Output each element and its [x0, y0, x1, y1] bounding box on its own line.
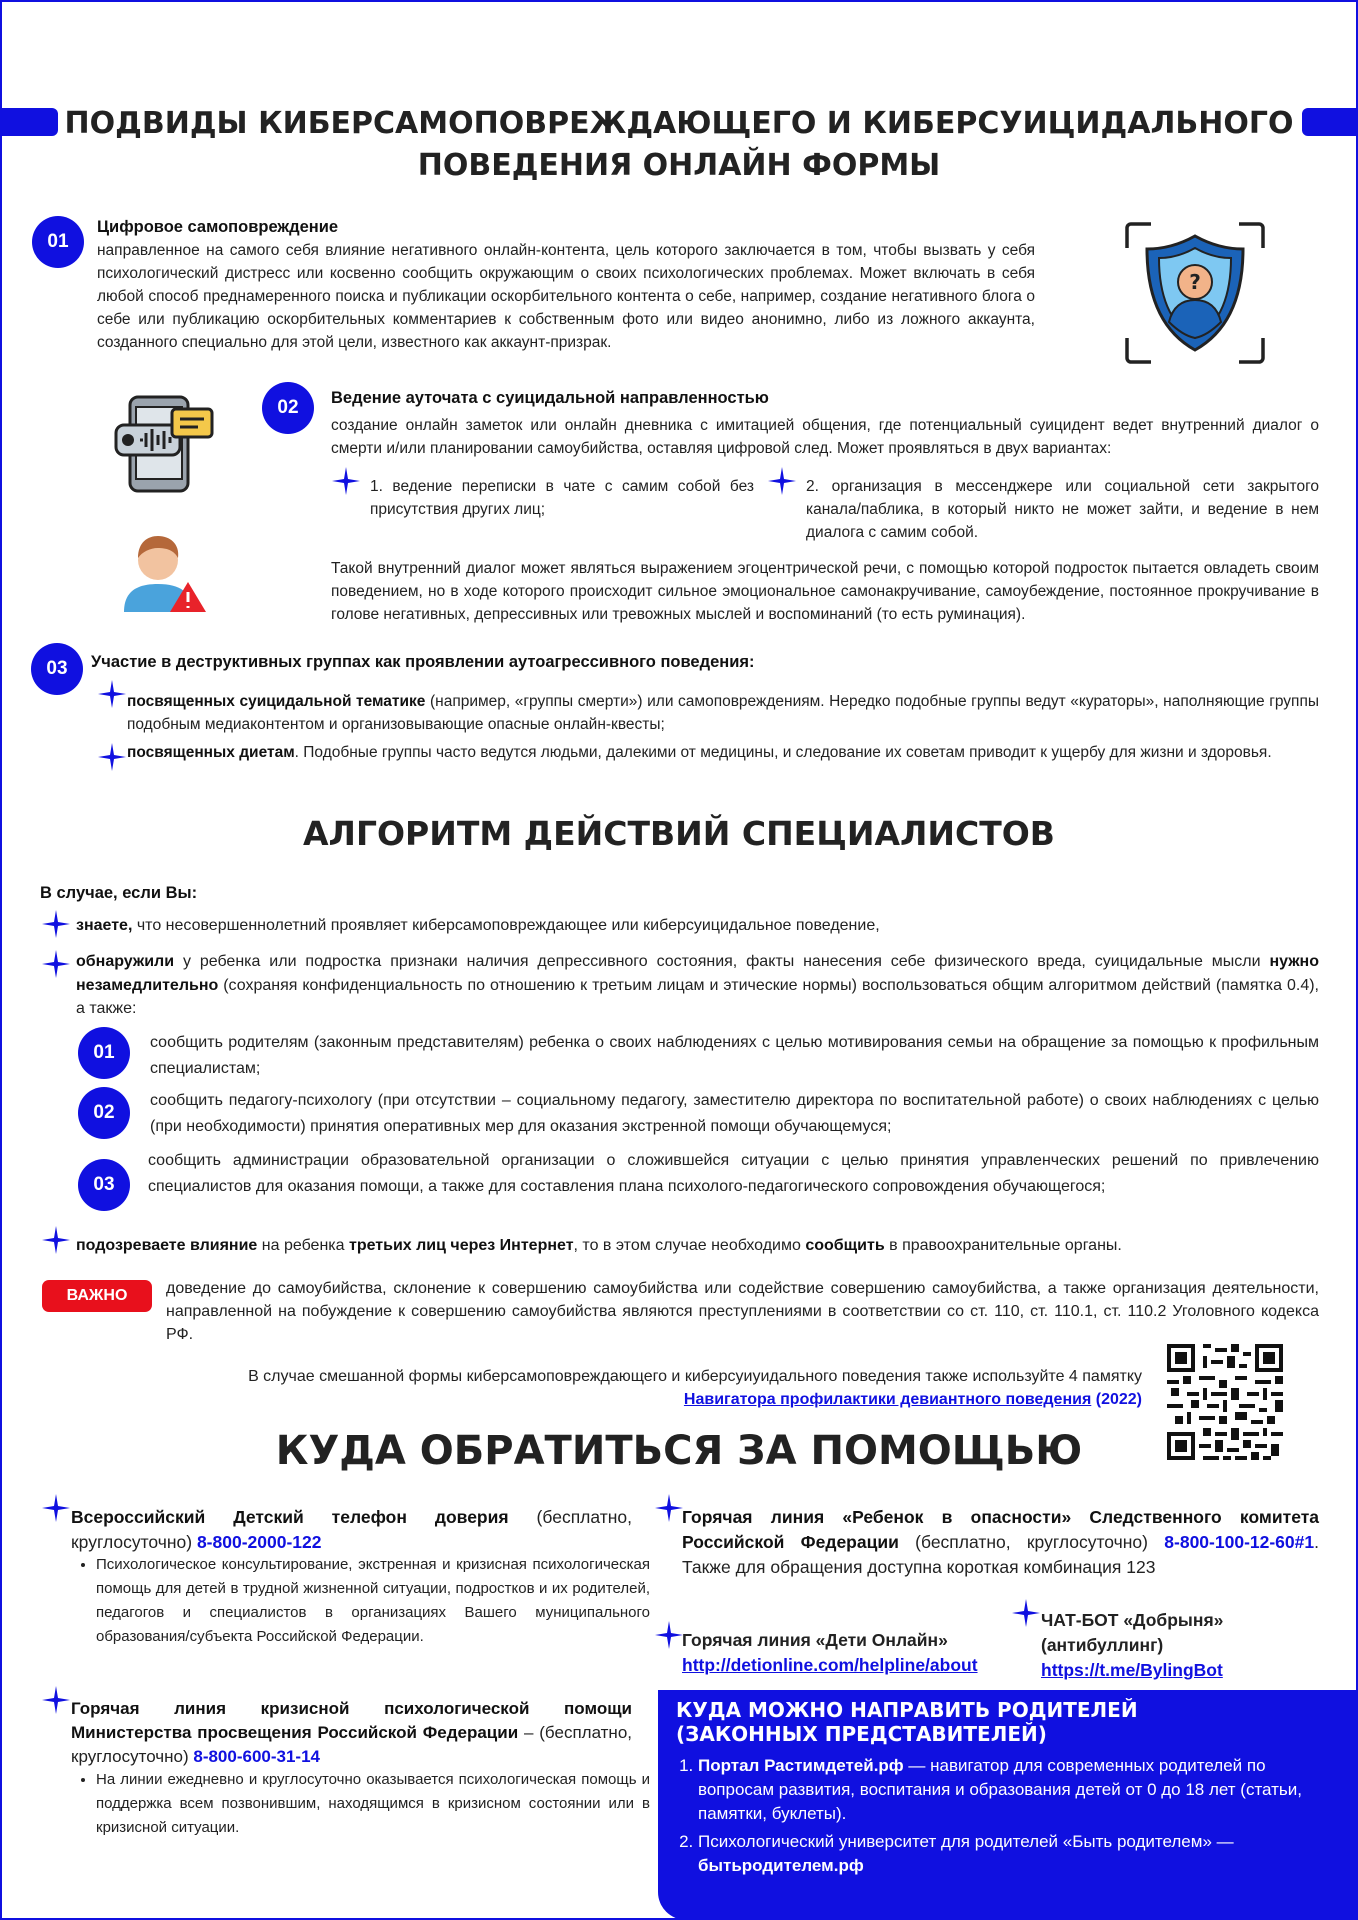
sparkle-star-icon	[768, 467, 796, 495]
header-tab-right	[1302, 108, 1358, 136]
help-item-2-note	[78, 1768, 650, 1840]
item-1-text: (например, «группы смерти») или самоповреждениям. Нередко подобные группы ведут «кураторы», наполняющие группы подобным медиаконтентом и организовывающие опасные онлайн-квесты;	[127, 693, 1319, 733]
help-item-4	[682, 1628, 1022, 1678]
shield-user-icon	[1125, 222, 1265, 364]
sparkle-star-icon	[42, 1226, 70, 1254]
sparkle-star-icon	[42, 950, 70, 978]
section-1-heading: Цифровое самоповреждение	[97, 218, 339, 236]
h1-bold: Всероссийский Детский телефон доверия	[71, 1507, 509, 1527]
step-1-text: сообщить родителям (законным представителям) ребенка о своих наблюдениях с целью мотивирования семьи на обращение за помощью к профильным специалистам;	[150, 1034, 1319, 1077]
sparkle-star-icon	[42, 1494, 70, 1522]
mixed-form-note	[100, 1365, 1142, 1411]
sparkle-star-icon	[655, 1494, 683, 1522]
important-badge: ВАЖНО	[42, 1280, 152, 1312]
algo-bullet-1	[76, 914, 1319, 937]
b3-bold-1: подозреваете влияние	[76, 1237, 258, 1254]
detionline-link[interactable]: http://detionline.com/helpline/about	[682, 1655, 978, 1675]
section-3-heading: Участие в деструктивных группах как проявлении аутоагрессивного поведения:	[91, 653, 755, 671]
help-item-3	[682, 1505, 1319, 1580]
section-2-heading: Ведение ауточата с суицидальной направленностью	[331, 389, 769, 407]
h3-text: (бесплатно, круглосуточно)	[898, 1532, 1165, 1552]
step-2-text: сообщить педагогу-психологу (при отсутствии – социальному педагогу, заместителю директора по воспитательной работе) о своих наблюдениях с целью (при необходимости) принятия оперативных мер для оказания экстренной помощи обучающемуся;	[150, 1092, 1319, 1135]
parents-list	[658, 1754, 1330, 1878]
h3-text-2: . Также для обращения доступна короткая комбинация 123	[682, 1532, 1319, 1577]
h1-text: (бесплатно, круглосуточно)	[71, 1507, 633, 1552]
h2-bold: Горячая линия кризисной психологической помощи Министерства просвещения Российской Федерации	[71, 1699, 632, 1742]
title-line-1: ПОДВИДЫ КИБЕРСАМОПОВРЕЖДАЮЩЕГО И КИБЕРСУИЦИДАЛЬНОГО	[64, 106, 1294, 141]
h1-note: • Психологическое консультирование, экстренная и кризисная психологическая помощь для детей в трудной жизненной ситуации, подростков и их родителей, педагогов и специалистов в организациях Вашего муниципального образования/субъекта Российской Федерации.	[96, 1553, 650, 1649]
navigator-year: (2022)	[1091, 1391, 1142, 1408]
parents-box	[658, 1690, 1358, 1920]
sparkle-star-icon	[332, 467, 360, 495]
parents-title	[658, 1690, 1358, 1746]
help-item-1	[71, 1505, 632, 1555]
parents-item-2	[698, 1830, 1330, 1878]
title-line-2: ПОВЕДЕНИЯ ОНЛАЙН ФОРМЫ	[417, 148, 941, 183]
item-1-bold: посвященных суицидальной тематике	[127, 693, 426, 710]
b3-bold-2: третьих лиц через Интернет	[348, 1237, 574, 1254]
rastimdetey-link[interactable]: Портал Растимдетей.рф	[698, 1756, 904, 1775]
page-title	[60, 103, 1298, 187]
b3-text-2: , то в этом случае необходимо	[573, 1237, 806, 1254]
step-3-text: сообщить администрации образовательной организации о сложившейся ситуации с целью принятия управленческих решений по привлечению специалистов для оказания помощи, а также для составления плана психолого-педагогического сопровождения обучающегося;	[148, 1152, 1319, 1195]
b3-text-1: на ребенка	[257, 1237, 349, 1254]
section-2-text: создание онлайн заметок или онлайн дневника с имитацией общения, где потенциальный суицидент ведет внутренний диалог о смерти и/или планировании самоубийства, оставляя цифровой след. Может проявляться в двух вариантах:	[331, 417, 1319, 457]
phone-chat-icon	[110, 393, 216, 495]
step-number-03: 03	[78, 1159, 130, 1211]
section-3-item-1	[127, 690, 1319, 736]
help-title: КУДА ОБРАТИТЬСЯ ЗА ПОМОЩЬЮ	[275, 1428, 1083, 1474]
algo-intro: В случае, если Вы:	[40, 884, 198, 902]
item-2-bold: посвященных диетам	[127, 744, 295, 761]
sparkle-star-icon	[42, 910, 70, 938]
section-2-text-2: Такой внутренний диалог может являться выражением эгоцентрической речи, с помощью которой подросток пытается овладеть своим поведением, но в ходе которого происходит сильное эмоциональное самонакручивание, самоубеждение, постоянное прокручивание в голове негативных, депрессивных или тревожных мыслей и воспоминаний (то есть руминация).	[331, 560, 1319, 623]
b3-text-3: в правоохранительные органы.	[884, 1237, 1122, 1254]
b2-text-1: у ребенка или подростка признаки наличия депрессивного состояния, факты нанесения себе физического вреда, суицидальные мысли	[174, 953, 1270, 970]
step-number-02: 02	[78, 1087, 130, 1139]
help-item-5	[1041, 1608, 1281, 1683]
sparkle-star-icon	[655, 1621, 683, 1649]
sparkle-star-icon	[98, 680, 126, 708]
h2-note: • На линии ежедневно и круглосуточно оказывается психологическая помощь и поддержка всем позвонившим, находящимся в кризисном состоянии или в кризисной ситуации.	[96, 1768, 650, 1840]
navigator-link[interactable]: Навигатора профилактики девиантного поведения	[683, 1391, 1092, 1408]
section-number-02: 02	[262, 382, 314, 434]
b2-text-2: (сохраняя конфиденциальность по отношению к третьим лицам и этические нормы) воспользоваться общим алгоритмом действий (памятка 0.4), а также:	[76, 976, 1319, 1017]
h2-text: – (бесплатно, круглосуточно)	[71, 1723, 632, 1766]
svg-text:?: ?	[1189, 270, 1201, 294]
h5-bold: ЧАТ-БОТ «Добрыня» (антибуллинг)	[1041, 1610, 1224, 1655]
h3-phone[interactable]: 8-800-100-12-60#1	[1164, 1532, 1315, 1552]
algo-title: АЛГОРИТМ ДЕЙСТВИЙ СПЕЦИАЛИСТОВ	[303, 814, 1055, 853]
h1-phone[interactable]: 8-800-2000-122	[196, 1532, 322, 1552]
b3-bold-3: сообщить	[805, 1237, 885, 1254]
parents-title-1: КУДА МОЖНО НАПРАВИТЬ РОДИТЕЛЕЙ	[676, 1698, 1138, 1722]
header-tab-left	[0, 108, 58, 136]
item-2-text: . Подобные группы часто ведутся людьми, далекими от медицины, и следование их советам приводит к ущербу для жизни и здоровья.	[294, 744, 1272, 761]
variant-1: 1. ведение переписки в чате с самим собой без присутствия других лиц;	[370, 478, 754, 518]
help-item-1-note	[78, 1553, 650, 1649]
bot-link[interactable]: https://t.me/BylingBot	[1041, 1660, 1223, 1680]
sparkle-star-icon	[42, 1686, 70, 1714]
b1-bold: знаете,	[76, 917, 133, 934]
person-warning-icon	[118, 532, 208, 614]
section-number-03: 03	[31, 643, 83, 695]
algo-bullet-2	[76, 950, 1319, 1021]
section-3-item-2	[127, 741, 1319, 764]
parents-item-1	[698, 1754, 1330, 1826]
variant-2: 2. организация в мессенджере или социальной сети закрытого канала/паблика, в который никто не может зайти, и ведение в нем диалога с самим собой.	[806, 478, 1319, 541]
b1-text: что несовершеннолетний проявляет киберсамоповреждающее или киберсуицидальное поведение,	[132, 917, 880, 934]
parents-title-2: (ЗАКОННЫХ ПРЕДСТАВИТЕЛЕЙ)	[676, 1722, 1047, 1746]
mixed-text: В случае смешанной формы киберсамоповреждающего и киберсуиуидального поведения также используйте 4 памятку	[248, 1368, 1142, 1385]
h3-bold: Горячая линия «Ребенок в опасности» Следственного комитета Российской Федерации	[682, 1507, 1319, 1552]
step-number-01: 01	[78, 1027, 130, 1079]
byt-roditelem-link[interactable]: бытьродителем.рф	[698, 1856, 864, 1875]
sparkle-star-icon	[1012, 1599, 1040, 1627]
parents-item-2-text: Психологический университет для родителей «Быть родителем» —	[698, 1832, 1234, 1851]
algo-bullet-3	[76, 1234, 1319, 1257]
b2-bold-2: нужно незамедлительно	[76, 953, 1319, 994]
sparkle-star-icon	[98, 743, 126, 771]
b2-bold-1: обнаружили	[76, 953, 175, 970]
h4-bold: Горячая линия «Дети Онлайн»	[682, 1630, 948, 1650]
h2-phone[interactable]: 8-800-600-31-14	[193, 1747, 321, 1766]
parents-item-1-text: — навигатор для современных родителей по вопросам развития, воспитания и образования детей от 0 до 18 лет (статьи, памятки, буклеты).	[698, 1756, 1302, 1823]
section-1-text: направленное на самого себя влияние негативного онлайн-контента, цель которого заключается в том, чтобы вызвать у себя психологический дистресс или косвенно сообщить окружающим о своих психологических проблемах. Может включать в себя любой способ преднамеренного поиска и публикации оскорбительного контента о себе, например, создание негативного блога о себе или публикацию оскорбительных комментариев к собственным фото или видео анонимно, либо из ложного аккаунта, созданного специально для этой цели, известного как аккаунт-призрак.	[97, 242, 1035, 351]
section-number-01: 01	[32, 216, 84, 268]
help-item-2	[71, 1697, 632, 1769]
important-text: доведение до самоубийства, склонение к совершению самоубийства или содействие совершению самоубийства, а также организация деятельности, направленной на побуждение к совершению самоубийства являются преступлениями в соответствии со ст. 110, ст. 110.1, ст. 110.2 Уголовного кодекса РФ.	[166, 1280, 1319, 1343]
